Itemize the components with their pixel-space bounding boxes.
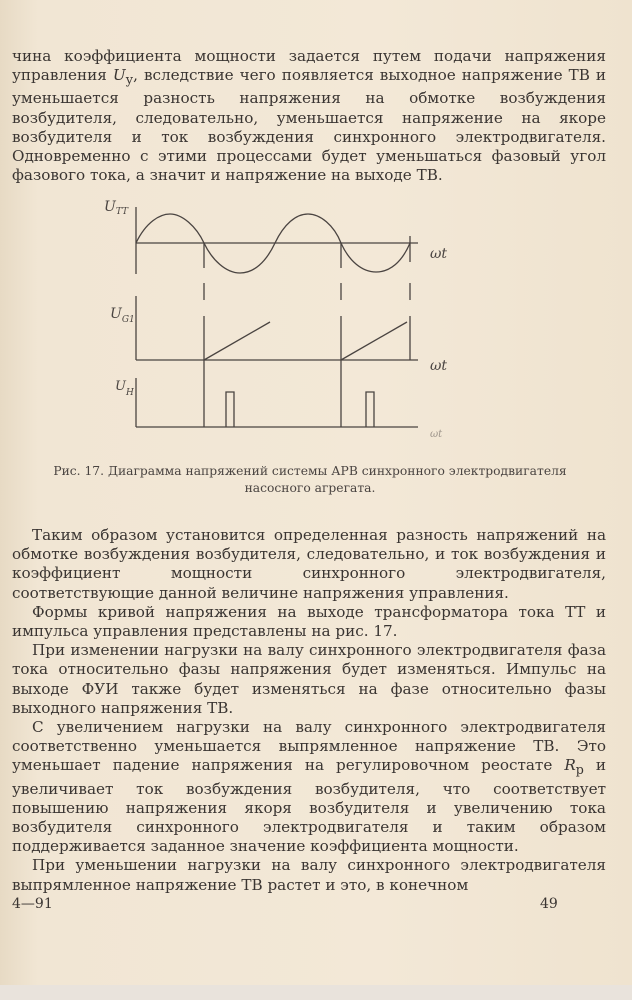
axis-wt-1: ωt	[430, 246, 448, 262]
scan-edge	[0, 985, 632, 1000]
page-number: 49	[540, 896, 558, 912]
uh-pulse-1	[226, 392, 234, 427]
ug1-ramp-1	[204, 322, 270, 360]
paragraph-3: При изменении нагрузки на валу синхронного электродвигателя фаза тока относительно фазы напряжения будет изменяться. Импульс на выходе ФУИ также будет изменяться на фазе относительно фазы выходного напряжения ТВ.	[12, 641, 606, 717]
figure-caption: Рис. 17. Диаграмма напряжений системы АРВ синхронного электродвигателя насосного агрегата.	[53, 464, 567, 495]
main-text-block	[12, 526, 606, 895]
ug1-ramp-2	[341, 322, 407, 360]
uh-pulse-2	[366, 392, 374, 427]
utt-label: $U_{TT}$	[104, 199, 128, 217]
paragraph-1: Таким образом установится определенная разность напряжений на обмотке возбуждения возбудителя, следовательно, и ток возбуждения и коэффициент мощности синхронного электродвигателя, соответствующие данной величине напряжения управления.	[12, 526, 606, 602]
axis-wt-2: ωt	[430, 358, 448, 374]
paragraph-2: Формы кривой напряжения на выходе трансформатора тока ТТ и импульса управления представлены на рис. 17.	[12, 602, 606, 641]
paragraph-5: При уменьшении нагрузки на валу синхронного электродвигателя выпрямленное напряжение ТВ растет и это, в конечном	[12, 856, 606, 894]
paragraph-4: С увеличением нагрузки на валу синхронного электродвигателя соответственно уменьшается выпрямленное напряжение ТВ. Это уменьшает падение напряжения на регулировочном реостате $R_р$ и увеличивает ток возбуждения возбудителя, что соответствует повышению напряжения якоря возбудителя и увеличению тока возбудителя синхронного электродвигателя и таким образом поддерживается заданное значение коэффициента мощности.	[12, 718, 607, 856]
axis-wt-3: ωt	[430, 429, 443, 440]
uh-label: $U_H$	[115, 379, 134, 398]
top-paragraph: чина коэффициента мощности задается путем подачи напряжения управления $U_у$, вследствие чего появляется выходное напряжение ТВ и уменьшается разность напряжения на обмотке возбуждения возбудителя, следовательно, уменьшается напряжение на якоре возбудителя и ток возбуждения синхронного электродвигателя. Одновременно с этими процессами будет уменьшаться фазовый угол фазового тока, а значит и напряжение на выходе ТВ.	[12, 47, 606, 185]
signature-mark: 4—91	[12, 896, 53, 912]
ug1-label: $U_{G1}$	[110, 306, 135, 325]
